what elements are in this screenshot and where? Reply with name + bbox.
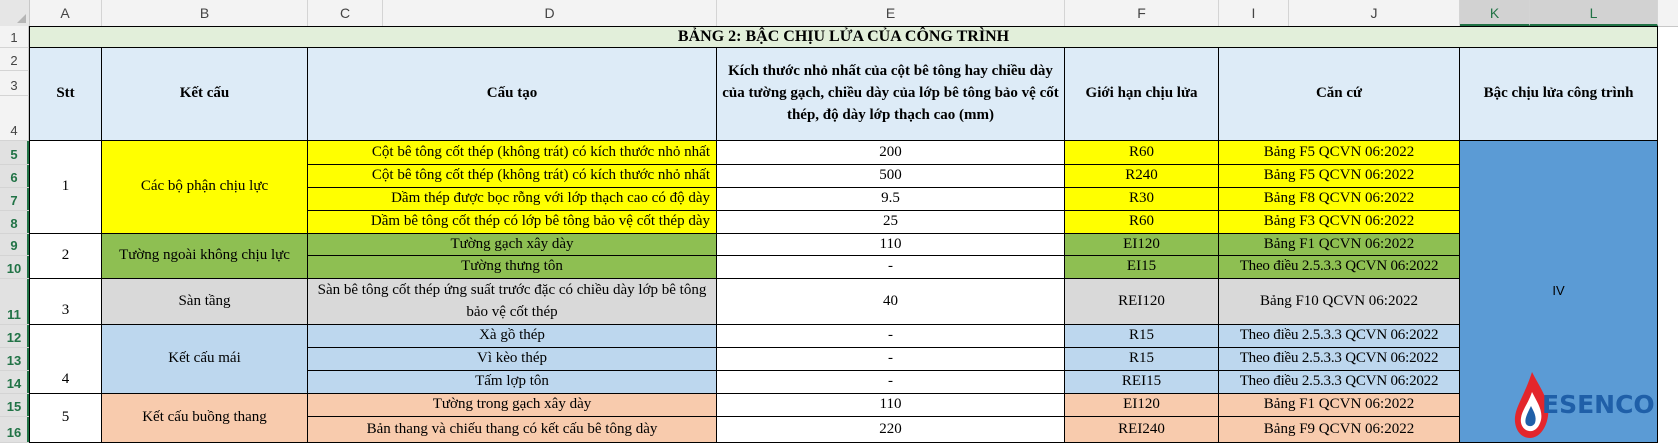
item-cau-tao-5[interactable]: Tường gạch xây dày — [308, 234, 717, 256]
item-basis-5[interactable]: Bảng F1 QCVN 06:2022 — [1219, 234, 1460, 256]
row-header-5[interactable]: 5 — [0, 141, 29, 165]
row-header-14[interactable]: 14 — [0, 371, 29, 394]
item-basis-6[interactable]: Theo điều 2.5.3.3 QCVN 06:2022 — [1219, 256, 1460, 279]
group-stt-4[interactable]: 4 — [29, 325, 102, 394]
item-size-10[interactable]: - — [717, 371, 1065, 394]
row-header-7[interactable]: 7 — [0, 188, 29, 211]
row-header-4[interactable]: 4 — [0, 96, 29, 141]
item-limit-9[interactable]: R15 — [1065, 348, 1219, 371]
row-header-10[interactable]: 10 — [0, 256, 29, 279]
header-bac-chiu-lua[interactable]: Bậc chịu lửa công trình — [1460, 48, 1658, 141]
column-header-l[interactable]: L — [1530, 0, 1658, 26]
item-cau-tao-3[interactable]: Dầm thép được bọc rỗng với lớp thạch cao có độ dày — [308, 188, 717, 211]
row-header-1[interactable]: 1 — [0, 26, 29, 48]
group-name-4[interactable]: Kết cấu mái — [102, 325, 308, 394]
item-size-6[interactable]: - — [717, 256, 1065, 279]
row-header-13[interactable]: 13 — [0, 348, 29, 371]
table-title[interactable]: BẢNG 2: BẬC CHỊU LỬA CỦA CÔNG TRÌNH — [29, 26, 1658, 48]
column-header-c[interactable]: C — [308, 0, 383, 26]
item-basis-1[interactable]: Bảng F5 QCVN 06:2022 — [1219, 141, 1460, 165]
group-name-3[interactable]: Sàn tầng — [102, 279, 308, 325]
header-kich-thuoc[interactable]: Kích thước nhỏ nhất của cột bê tông hay chiều dày của tường gạch, chiều dày của lớp bê tông bảo vệ cốt thép, độ dày lớp thạch cao (mm) — [717, 48, 1065, 141]
group-stt-2[interactable]: 2 — [29, 234, 102, 279]
header-ket-cau[interactable]: Kết cấu — [102, 48, 308, 141]
column-header-d[interactable]: D — [383, 0, 717, 26]
item-limit-4[interactable]: R60 — [1065, 211, 1219, 234]
header-cau-tao[interactable]: Cấu tạo — [308, 48, 717, 141]
item-basis-4[interactable]: Bảng F3 QCVN 06:2022 — [1219, 211, 1460, 234]
item-cau-tao-2[interactable]: Cột bê tông cốt thép (không trát) có kích thước nhỏ nhất — [308, 165, 717, 188]
item-size-2[interactable]: 500 — [717, 165, 1065, 188]
column-header-j[interactable]: J — [1289, 0, 1460, 26]
bottom-gap — [0, 443, 1678, 447]
item-size-9[interactable]: - — [717, 348, 1065, 371]
item-cau-tao-1[interactable]: Cột bê tông cốt thép (không trát) có kích thước nhỏ nhất — [308, 141, 717, 165]
group-stt-3[interactable]: 3 — [29, 279, 102, 325]
item-cau-tao-6[interactable]: Tường thưng tôn — [308, 256, 717, 279]
row-header-8[interactable]: 8 — [0, 211, 29, 234]
item-limit-12[interactable]: REI240 — [1065, 417, 1219, 443]
header-can-cu[interactable]: Căn cứ — [1219, 48, 1460, 141]
bac-chiu-lua-value[interactable]: IV — [1460, 141, 1658, 443]
item-cau-tao-12[interactable]: Bản thang và chiếu thang có kết cấu bê tông dày — [308, 417, 717, 443]
item-size-5[interactable]: 110 — [717, 234, 1065, 256]
header-stt[interactable]: Stt — [29, 48, 102, 141]
group-name-1[interactable]: Các bộ phận chịu lực — [102, 141, 308, 234]
item-cau-tao-11[interactable]: Tường trong gạch xây dày — [308, 394, 717, 417]
item-size-3[interactable]: 9.5 — [717, 188, 1065, 211]
item-size-4[interactable]: 25 — [717, 211, 1065, 234]
row-header-12[interactable]: 12 — [0, 325, 29, 348]
item-limit-10[interactable]: REI15 — [1065, 371, 1219, 394]
group-stt-5[interactable]: 5 — [29, 394, 102, 443]
item-basis-10[interactable]: Theo điều 2.5.3.3 QCVN 06:2022 — [1219, 371, 1460, 394]
item-size-7[interactable]: 40 — [717, 279, 1065, 325]
item-size-12[interactable]: 220 — [717, 417, 1065, 443]
item-basis-12[interactable]: Bảng F9 QCVN 06:2022 — [1219, 417, 1460, 443]
item-limit-6[interactable]: EI15 — [1065, 256, 1219, 279]
group-name-5[interactable]: Kết cấu buồng thang — [102, 394, 308, 443]
item-cau-tao-4[interactable]: Dầm bê tông cốt thép có lớp bê tông bảo vệ cốt thép dày — [308, 211, 717, 234]
item-basis-7[interactable]: Bảng F10 QCVN 06:2022 — [1219, 279, 1460, 325]
item-limit-2[interactable]: R240 — [1065, 165, 1219, 188]
column-header-f[interactable]: F — [1065, 0, 1219, 26]
item-size-11[interactable]: 110 — [717, 394, 1065, 417]
item-cau-tao-9[interactable]: Vì kèo thép — [308, 348, 717, 371]
item-limit-5[interactable]: EI120 — [1065, 234, 1219, 256]
column-header-k[interactable]: K — [1460, 0, 1530, 26]
row-header-3[interactable]: 3 — [0, 71, 29, 96]
item-limit-1[interactable]: R60 — [1065, 141, 1219, 165]
group-stt-1[interactable]: 1 — [29, 141, 102, 234]
item-basis-2[interactable]: Bảng F5 QCVN 06:2022 — [1219, 165, 1460, 188]
logo-text: ESENCO — [1542, 390, 1655, 419]
item-limit-7[interactable]: REI120 — [1065, 279, 1219, 325]
row-header-11[interactable]: 11 — [0, 279, 29, 325]
item-basis-8[interactable]: Theo điều 2.5.3.3 QCVN 06:2022 — [1219, 325, 1460, 348]
item-limit-3[interactable]: R30 — [1065, 188, 1219, 211]
item-basis-11[interactable]: Bảng F1 QCVN 06:2022 — [1219, 394, 1460, 417]
item-basis-3[interactable]: Bảng F8 QCVN 06:2022 — [1219, 188, 1460, 211]
select-all-button[interactable] — [0, 0, 30, 26]
column-header-bar — [0, 0, 1678, 27]
row-header-6[interactable]: 6 — [0, 165, 29, 188]
item-cau-tao-10[interactable]: Tấm lợp tôn — [308, 371, 717, 394]
row-header-16[interactable]: 16 — [0, 417, 29, 443]
column-header-a[interactable]: A — [29, 0, 102, 26]
row-header-9[interactable]: 9 — [0, 234, 29, 256]
item-cau-tao-7[interactable]: Sàn bê tông cốt thép ứng suất trước đặc có chiều dày lớp bê tông bảo vệ cốt thép — [308, 279, 717, 325]
column-header-i[interactable]: I — [1219, 0, 1289, 26]
item-basis-9[interactable]: Theo điều 2.5.3.3 QCVN 06:2022 — [1219, 348, 1460, 371]
column-header-e[interactable]: E — [717, 0, 1065, 26]
item-size-1[interactable]: 200 — [717, 141, 1065, 165]
item-cau-tao-8[interactable]: Xà gồ thép — [308, 325, 717, 348]
group-name-2[interactable]: Tường ngoài không chịu lực — [102, 234, 308, 279]
row-header-15[interactable]: 15 — [0, 394, 29, 417]
column-header-b[interactable]: B — [102, 0, 308, 26]
header-gioi-han[interactable]: Giới hạn chịu lửa — [1065, 48, 1219, 141]
item-size-8[interactable]: - — [717, 325, 1065, 348]
item-limit-11[interactable]: EI120 — [1065, 394, 1219, 417]
item-limit-8[interactable]: R15 — [1065, 325, 1219, 348]
row-header-2[interactable]: 2 — [0, 48, 29, 71]
esenco-logo — [1512, 368, 1662, 444]
